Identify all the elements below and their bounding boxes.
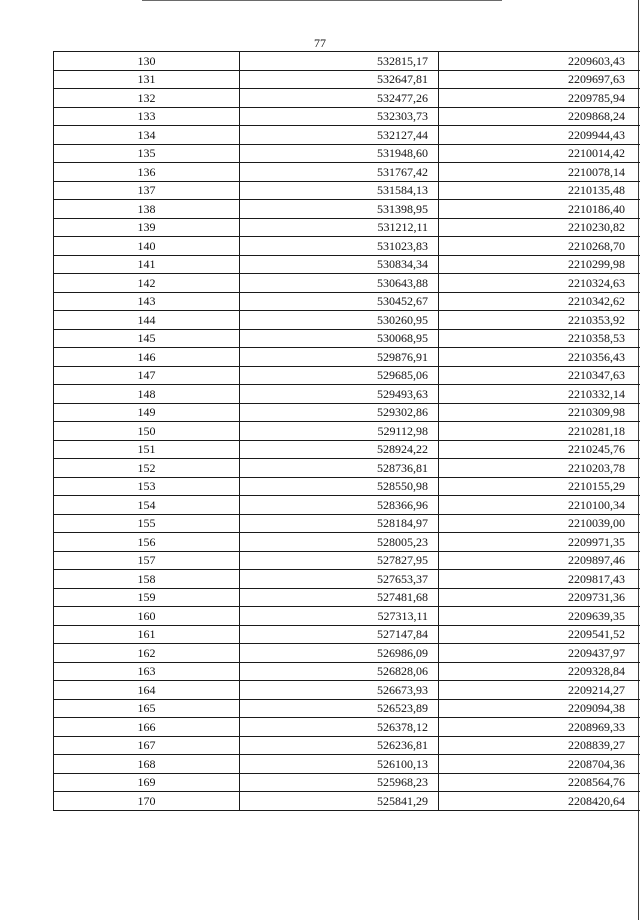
y-coordinate-cell: 2210358,53 bbox=[439, 329, 640, 348]
x-coordinate-cell: 527481,68 bbox=[240, 588, 439, 607]
x-coordinate-cell: 528736,81 bbox=[240, 459, 439, 478]
point-number-cell: 136 bbox=[54, 163, 240, 182]
y-coordinate-cell: 2209603,43 bbox=[439, 52, 640, 71]
table-row bbox=[54, 163, 640, 182]
table-row bbox=[54, 311, 640, 330]
page-number: 77 bbox=[314, 36, 326, 50]
point-number-cell: 145 bbox=[54, 329, 240, 348]
x-coordinate-cell: 532477,26 bbox=[240, 89, 439, 108]
x-coordinate-cell: 530643,88 bbox=[240, 274, 439, 293]
y-coordinate-cell: 2210309,98 bbox=[439, 403, 640, 422]
point-number-cell: 164 bbox=[54, 681, 240, 700]
point-number-cell: 135 bbox=[54, 144, 240, 163]
x-coordinate-cell: 528924,22 bbox=[240, 440, 439, 459]
y-coordinate-cell: 2210078,14 bbox=[439, 163, 640, 182]
x-coordinate-cell: 531023,83 bbox=[240, 237, 439, 256]
y-coordinate-cell: 2210230,82 bbox=[439, 218, 640, 237]
table-row bbox=[54, 52, 640, 71]
y-coordinate-cell: 2209944,43 bbox=[439, 126, 640, 145]
y-coordinate-cell: 2209897,46 bbox=[439, 551, 640, 570]
y-coordinate-cell: 2210039,00 bbox=[439, 514, 640, 533]
point-number-cell: 151 bbox=[54, 440, 240, 459]
table-row bbox=[54, 570, 640, 589]
coordinates-table bbox=[53, 51, 640, 811]
point-number-cell: 133 bbox=[54, 107, 240, 126]
point-number-cell: 155 bbox=[54, 514, 240, 533]
x-coordinate-cell: 526100,13 bbox=[240, 755, 439, 774]
point-number-cell: 152 bbox=[54, 459, 240, 478]
x-coordinate-cell: 531398,95 bbox=[240, 200, 439, 219]
x-coordinate-cell: 526828,06 bbox=[240, 662, 439, 681]
point-number-cell: 153 bbox=[54, 477, 240, 496]
table-row bbox=[54, 588, 640, 607]
y-coordinate-cell: 2210356,43 bbox=[439, 348, 640, 367]
table-row bbox=[54, 496, 640, 515]
table-row bbox=[54, 662, 640, 681]
table-row bbox=[54, 218, 640, 237]
table-row bbox=[54, 477, 640, 496]
table-row bbox=[54, 736, 640, 755]
point-number-cell: 167 bbox=[54, 736, 240, 755]
x-coordinate-cell: 527653,37 bbox=[240, 570, 439, 589]
y-coordinate-cell: 2210135,48 bbox=[439, 181, 640, 200]
y-coordinate-cell: 2209868,24 bbox=[439, 107, 640, 126]
y-coordinate-cell: 2209639,35 bbox=[439, 607, 640, 626]
table-row bbox=[54, 699, 640, 718]
x-coordinate-cell: 528366,96 bbox=[240, 496, 439, 515]
x-coordinate-cell: 526523,89 bbox=[240, 699, 439, 718]
y-coordinate-cell: 2210203,78 bbox=[439, 459, 640, 478]
x-coordinate-cell: 530452,67 bbox=[240, 292, 439, 311]
x-coordinate-cell: 527147,84 bbox=[240, 625, 439, 644]
table-row bbox=[54, 403, 640, 422]
table-row bbox=[54, 126, 640, 145]
table-row bbox=[54, 755, 640, 774]
scan-top-edge bbox=[142, 0, 502, 1]
x-coordinate-cell: 525968,23 bbox=[240, 773, 439, 792]
point-number-cell: 156 bbox=[54, 533, 240, 552]
coordinates-table-body bbox=[54, 52, 640, 811]
y-coordinate-cell: 2210100,34 bbox=[439, 496, 640, 515]
y-coordinate-cell: 2209214,27 bbox=[439, 681, 640, 700]
point-number-cell: 146 bbox=[54, 348, 240, 367]
point-number-cell: 161 bbox=[54, 625, 240, 644]
table-row bbox=[54, 144, 640, 163]
point-number-cell: 140 bbox=[54, 237, 240, 256]
table-row bbox=[54, 274, 640, 293]
x-coordinate-cell: 528005,23 bbox=[240, 533, 439, 552]
x-coordinate-cell: 532303,73 bbox=[240, 107, 439, 126]
y-coordinate-cell: 2208969,33 bbox=[439, 718, 640, 737]
table-row bbox=[54, 348, 640, 367]
table-row bbox=[54, 459, 640, 478]
point-number-cell: 149 bbox=[54, 403, 240, 422]
point-number-cell: 148 bbox=[54, 385, 240, 404]
x-coordinate-cell: 531584,13 bbox=[240, 181, 439, 200]
point-number-cell: 143 bbox=[54, 292, 240, 311]
x-coordinate-cell: 532127,44 bbox=[240, 126, 439, 145]
table-row bbox=[54, 89, 640, 108]
table-row bbox=[54, 385, 640, 404]
point-number-cell: 144 bbox=[54, 311, 240, 330]
point-number-cell: 137 bbox=[54, 181, 240, 200]
x-coordinate-cell: 526378,12 bbox=[240, 718, 439, 737]
x-coordinate-cell: 532647,81 bbox=[240, 70, 439, 89]
y-coordinate-cell: 2209094,38 bbox=[439, 699, 640, 718]
y-coordinate-cell: 2210281,18 bbox=[439, 422, 640, 441]
point-number-cell: 166 bbox=[54, 718, 240, 737]
point-number-cell: 162 bbox=[54, 644, 240, 663]
y-coordinate-cell: 2209971,35 bbox=[439, 533, 640, 552]
point-number-cell: 159 bbox=[54, 588, 240, 607]
point-number-cell: 131 bbox=[54, 70, 240, 89]
y-coordinate-cell: 2209437,97 bbox=[439, 644, 640, 663]
table-row bbox=[54, 533, 640, 552]
x-coordinate-cell: 530068,95 bbox=[240, 329, 439, 348]
table-row bbox=[54, 292, 640, 311]
point-number-cell: 142 bbox=[54, 274, 240, 293]
x-coordinate-cell: 528550,98 bbox=[240, 477, 439, 496]
y-coordinate-cell: 2210155,29 bbox=[439, 477, 640, 496]
y-coordinate-cell: 2210186,40 bbox=[439, 200, 640, 219]
y-coordinate-cell: 2210245,76 bbox=[439, 440, 640, 459]
table-row bbox=[54, 607, 640, 626]
y-coordinate-cell: 2210299,98 bbox=[439, 255, 640, 274]
x-coordinate-cell: 529685,06 bbox=[240, 366, 439, 385]
y-coordinate-cell: 2209697,63 bbox=[439, 70, 640, 89]
table-row bbox=[54, 440, 640, 459]
y-coordinate-cell: 2210347,63 bbox=[439, 366, 640, 385]
y-coordinate-cell: 2209731,36 bbox=[439, 588, 640, 607]
y-coordinate-cell: 2209785,94 bbox=[439, 89, 640, 108]
table-row bbox=[54, 681, 640, 700]
point-number-cell: 157 bbox=[54, 551, 240, 570]
x-coordinate-cell: 525841,29 bbox=[240, 792, 439, 811]
y-coordinate-cell: 2208839,27 bbox=[439, 736, 640, 755]
x-coordinate-cell: 530834,34 bbox=[240, 255, 439, 274]
x-coordinate-cell: 529112,98 bbox=[240, 422, 439, 441]
y-coordinate-cell: 2209817,43 bbox=[439, 570, 640, 589]
table-row bbox=[54, 792, 640, 811]
point-number-cell: 150 bbox=[54, 422, 240, 441]
y-coordinate-cell: 2210342,62 bbox=[439, 292, 640, 311]
point-number-cell: 169 bbox=[54, 773, 240, 792]
y-coordinate-cell: 2208704,36 bbox=[439, 755, 640, 774]
x-coordinate-cell: 526673,93 bbox=[240, 681, 439, 700]
y-coordinate-cell: 2209541,52 bbox=[439, 625, 640, 644]
x-coordinate-cell: 527827,95 bbox=[240, 551, 439, 570]
x-coordinate-cell: 529302,86 bbox=[240, 403, 439, 422]
point-number-cell: 154 bbox=[54, 496, 240, 515]
x-coordinate-cell: 532815,17 bbox=[240, 52, 439, 71]
table-row bbox=[54, 773, 640, 792]
point-number-cell: 165 bbox=[54, 699, 240, 718]
table-row bbox=[54, 644, 640, 663]
y-coordinate-cell: 2210324,63 bbox=[439, 274, 640, 293]
y-coordinate-cell: 2209328,84 bbox=[439, 662, 640, 681]
x-coordinate-cell: 528184,97 bbox=[240, 514, 439, 533]
table-row bbox=[54, 70, 640, 89]
x-coordinate-cell: 527313,11 bbox=[240, 607, 439, 626]
table-row bbox=[54, 237, 640, 256]
table-row bbox=[54, 181, 640, 200]
x-coordinate-cell: 531948,60 bbox=[240, 144, 439, 163]
x-coordinate-cell: 526986,09 bbox=[240, 644, 439, 663]
x-coordinate-cell: 529876,91 bbox=[240, 348, 439, 367]
point-number-cell: 134 bbox=[54, 126, 240, 145]
point-number-cell: 138 bbox=[54, 200, 240, 219]
y-coordinate-cell: 2210332,14 bbox=[439, 385, 640, 404]
y-coordinate-cell: 2210014,42 bbox=[439, 144, 640, 163]
point-number-cell: 170 bbox=[54, 792, 240, 811]
y-coordinate-cell: 2208420,64 bbox=[439, 792, 640, 811]
point-number-cell: 130 bbox=[54, 52, 240, 71]
table-row bbox=[54, 718, 640, 737]
table-row bbox=[54, 514, 640, 533]
table-row bbox=[54, 200, 640, 219]
y-coordinate-cell: 2208564,76 bbox=[439, 773, 640, 792]
x-coordinate-cell: 531767,42 bbox=[240, 163, 439, 182]
point-number-cell: 158 bbox=[54, 570, 240, 589]
x-coordinate-cell: 530260,95 bbox=[240, 311, 439, 330]
point-number-cell: 163 bbox=[54, 662, 240, 681]
point-number-cell: 160 bbox=[54, 607, 240, 626]
point-number-cell: 168 bbox=[54, 755, 240, 774]
table-row bbox=[54, 422, 640, 441]
table-row bbox=[54, 107, 640, 126]
point-number-cell: 147 bbox=[54, 366, 240, 385]
x-coordinate-cell: 531212,11 bbox=[240, 218, 439, 237]
y-coordinate-cell: 2210353,92 bbox=[439, 311, 640, 330]
x-coordinate-cell: 529493,63 bbox=[240, 385, 439, 404]
table-row bbox=[54, 329, 640, 348]
x-coordinate-cell: 526236,81 bbox=[240, 736, 439, 755]
table-row bbox=[54, 625, 640, 644]
point-number-cell: 132 bbox=[54, 89, 240, 108]
table-row bbox=[54, 255, 640, 274]
point-number-cell: 141 bbox=[54, 255, 240, 274]
table-row bbox=[54, 551, 640, 570]
y-coordinate-cell: 2210268,70 bbox=[439, 237, 640, 256]
table-row bbox=[54, 366, 640, 385]
point-number-cell: 139 bbox=[54, 218, 240, 237]
